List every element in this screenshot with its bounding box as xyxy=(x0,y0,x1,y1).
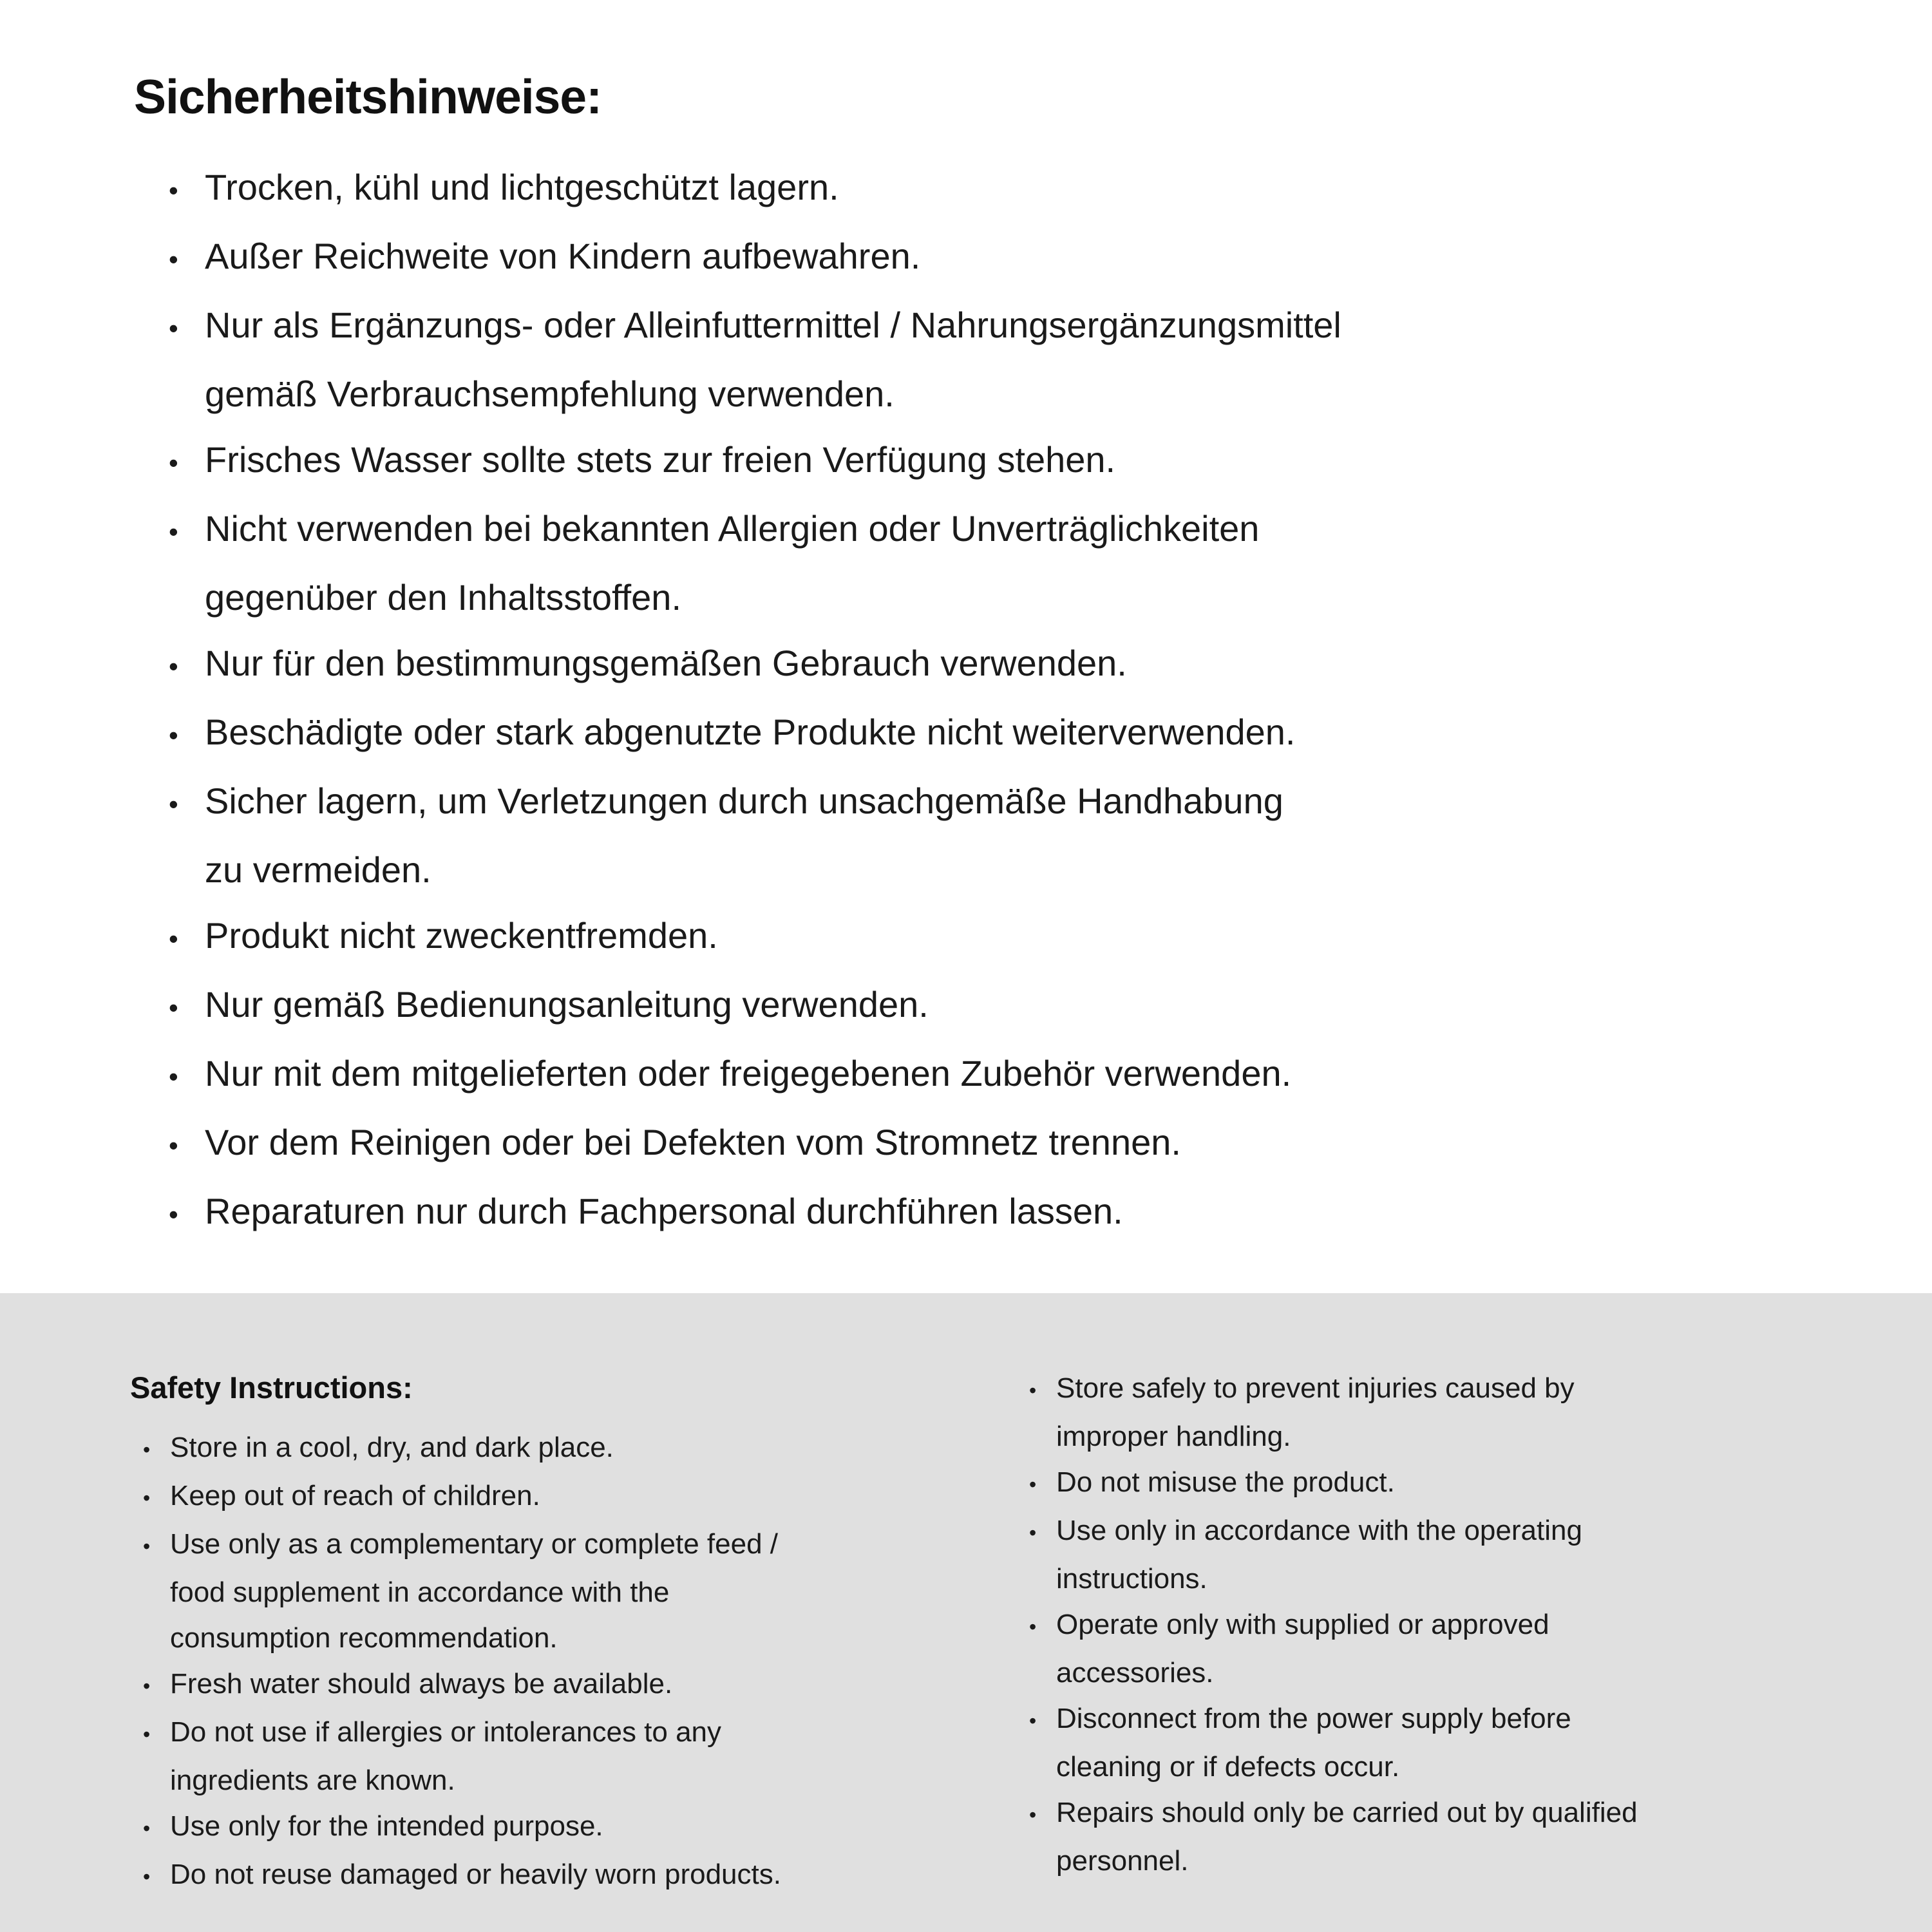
bullet-marker: • xyxy=(143,1865,151,1888)
bullet-marker: • xyxy=(143,1817,151,1840)
bullet-marker: • xyxy=(169,244,178,274)
bullet-marker: • xyxy=(143,1438,151,1461)
bullet-text: zu vermeiden. xyxy=(205,849,431,890)
bullet-item-continuation-line xyxy=(143,1615,781,1661)
bullet-item xyxy=(143,1852,781,1900)
bullet-text: Nur als Ergänzungs- oder Alleinfuttermittel / Nahrungsergänzungsmittel xyxy=(205,305,1341,345)
bullet-marker: • xyxy=(1029,1379,1037,1402)
bullet-text: Trocken, kühl und lichtgeschützt lagern. xyxy=(205,167,839,207)
bullet-item-continuation-line xyxy=(1029,1744,1638,1790)
bullet-marker: • xyxy=(169,516,178,547)
bullet-item xyxy=(169,1179,1341,1247)
english-section-heading: Safety Instructions: xyxy=(130,1370,413,1405)
bullet-item xyxy=(169,768,1341,837)
bullet-item xyxy=(1029,1790,1638,1838)
bullet-item xyxy=(1029,1696,1638,1744)
bullet-marker: • xyxy=(169,992,178,1023)
bullet-text: ingredients are known. xyxy=(170,1765,455,1796)
bullet-item-continuation-line xyxy=(169,565,1341,630)
bullet-item-continuation-line xyxy=(169,837,1341,903)
bullet-text: Do not reuse damaged or heavily worn products. xyxy=(170,1859,781,1890)
bullet-marker: • xyxy=(1029,1521,1037,1544)
bullet-marker: • xyxy=(169,789,178,819)
bullet-item xyxy=(169,292,1341,361)
bullet-item xyxy=(169,155,1341,223)
english-bullet-list-right-column xyxy=(1029,1365,1638,1884)
bullet-item xyxy=(169,223,1341,292)
bullet-marker: • xyxy=(169,313,178,343)
bullet-item xyxy=(143,1661,781,1709)
bullet-text: Nicht verwenden bei bekannten Allergien oder Unverträglichkeiten xyxy=(205,508,1260,549)
bullet-text: Use only for the intended purpose. xyxy=(170,1810,603,1842)
bullet-marker: • xyxy=(169,720,178,750)
bullet-marker: • xyxy=(169,448,178,478)
bullet-marker: • xyxy=(169,923,178,954)
german-bullet-list xyxy=(169,155,1341,1247)
bullet-item xyxy=(143,1803,781,1852)
bullet-marker: • xyxy=(169,175,178,205)
bullet-item xyxy=(169,699,1341,768)
bullet-marker: • xyxy=(143,1723,151,1746)
bullet-text: Repairs should only be carried out by qualified xyxy=(1056,1797,1638,1828)
bullet-item xyxy=(143,1425,781,1473)
bullet-text: accessories. xyxy=(1056,1657,1214,1689)
bullet-text: Disconnect from the power supply before xyxy=(1056,1703,1571,1734)
bullet-text: Fresh water should always be available. xyxy=(170,1668,673,1700)
bullet-marker: • xyxy=(169,1130,178,1160)
bullet-marker: • xyxy=(169,1199,178,1229)
bullet-text: Do not misuse the product. xyxy=(1056,1466,1395,1498)
bullet-text: personnel. xyxy=(1056,1845,1189,1877)
bullet-text: Store in a cool, dry, and dark place. xyxy=(170,1432,614,1463)
bullet-text: gemäß Verbrauchsempfehlung verwenden. xyxy=(205,374,895,414)
bullet-item-continuation-line xyxy=(1029,1650,1638,1696)
bullet-item xyxy=(169,972,1341,1041)
bullet-marker: • xyxy=(1029,1803,1037,1826)
bullet-text: Beschädigte oder stark abgenutzte Produkte nicht weiterverwenden. xyxy=(205,712,1296,752)
bullet-text: Keep out of reach of children. xyxy=(170,1480,540,1511)
bullet-text: Frisches Wasser sollte stets zur freien Verfügung stehen. xyxy=(205,439,1116,480)
english-safety-section xyxy=(0,1293,1932,1932)
bullet-item xyxy=(143,1709,781,1757)
bullet-text: food supplement in accordance with the xyxy=(170,1577,670,1608)
bullet-text: cleaning or if defects occur. xyxy=(1056,1751,1400,1783)
bullet-item xyxy=(1029,1365,1638,1414)
bullet-item xyxy=(143,1473,781,1521)
bullet-text: instructions. xyxy=(1056,1563,1208,1595)
bullet-item xyxy=(169,1041,1341,1110)
bullet-text: Do not use if allergies or intolerances to any xyxy=(170,1716,722,1748)
bullet-text: Operate only with supplied or approved xyxy=(1056,1609,1549,1640)
bullet-item xyxy=(169,903,1341,972)
bullet-marker: • xyxy=(143,1535,151,1558)
bullet-text: consumption recommendation. xyxy=(170,1622,558,1654)
bullet-item xyxy=(1029,1508,1638,1556)
bullet-item-continuation-line xyxy=(1029,1556,1638,1602)
bullet-marker: • xyxy=(169,1061,178,1092)
english-bullet-list-left-column xyxy=(143,1425,781,1900)
bullet-text: Produkt nicht zweckentfremden. xyxy=(205,915,718,956)
bullet-marker: • xyxy=(1029,1615,1037,1638)
bullet-item-continuation-line xyxy=(143,1569,781,1615)
bullet-text: improper handling. xyxy=(1056,1421,1291,1452)
bullet-item xyxy=(1029,1459,1638,1508)
bullet-marker: • xyxy=(1029,1709,1037,1732)
bullet-item-continuation-line xyxy=(143,1757,781,1803)
bullet-text: Nur mit dem mitgelieferten oder freigegebenen Zubehör verwenden. xyxy=(205,1053,1292,1094)
bullet-text: Use only as a complementary or complete feed / xyxy=(170,1528,779,1560)
bullet-marker: • xyxy=(1029,1473,1037,1496)
bullet-text: Sicher lagern, um Verletzungen durch unsachgemäße Handhabung xyxy=(205,781,1283,821)
bullet-text: Reparaturen nur durch Fachpersonal durchführen lassen. xyxy=(205,1191,1123,1231)
bullet-text: gegenüber den Inhaltsstoffen. xyxy=(205,577,682,618)
bullet-item-continuation-line xyxy=(1029,1414,1638,1459)
bullet-text: Vor dem Reinigen oder bei Defekten vom Stromnetz trennen. xyxy=(205,1122,1181,1162)
bullet-text: Nur für den bestimmungsgemäßen Gebrauch verwenden. xyxy=(205,643,1127,683)
bullet-text: Nur gemäß Bedienungsanleitung verwenden. xyxy=(205,984,929,1025)
bullet-marker: • xyxy=(143,1486,151,1510)
bullet-item-continuation-line xyxy=(1029,1838,1638,1884)
german-section-heading: Sicherheitshinweise: xyxy=(134,70,602,124)
bullet-marker: • xyxy=(169,651,178,681)
bullet-item xyxy=(169,496,1341,565)
bullet-item-continuation-line xyxy=(169,361,1341,427)
bullet-text: Außer Reichweite von Kindern aufbewahren. xyxy=(205,236,921,276)
bullet-item xyxy=(1029,1602,1638,1650)
bullet-item xyxy=(169,630,1341,699)
bullet-text: Use only in accordance with the operating xyxy=(1056,1515,1582,1546)
bullet-item xyxy=(143,1521,781,1569)
bullet-item xyxy=(169,427,1341,496)
bullet-marker: • xyxy=(143,1674,151,1698)
bullet-item xyxy=(169,1110,1341,1179)
bullet-text: Store safely to prevent injuries caused by xyxy=(1056,1372,1575,1404)
